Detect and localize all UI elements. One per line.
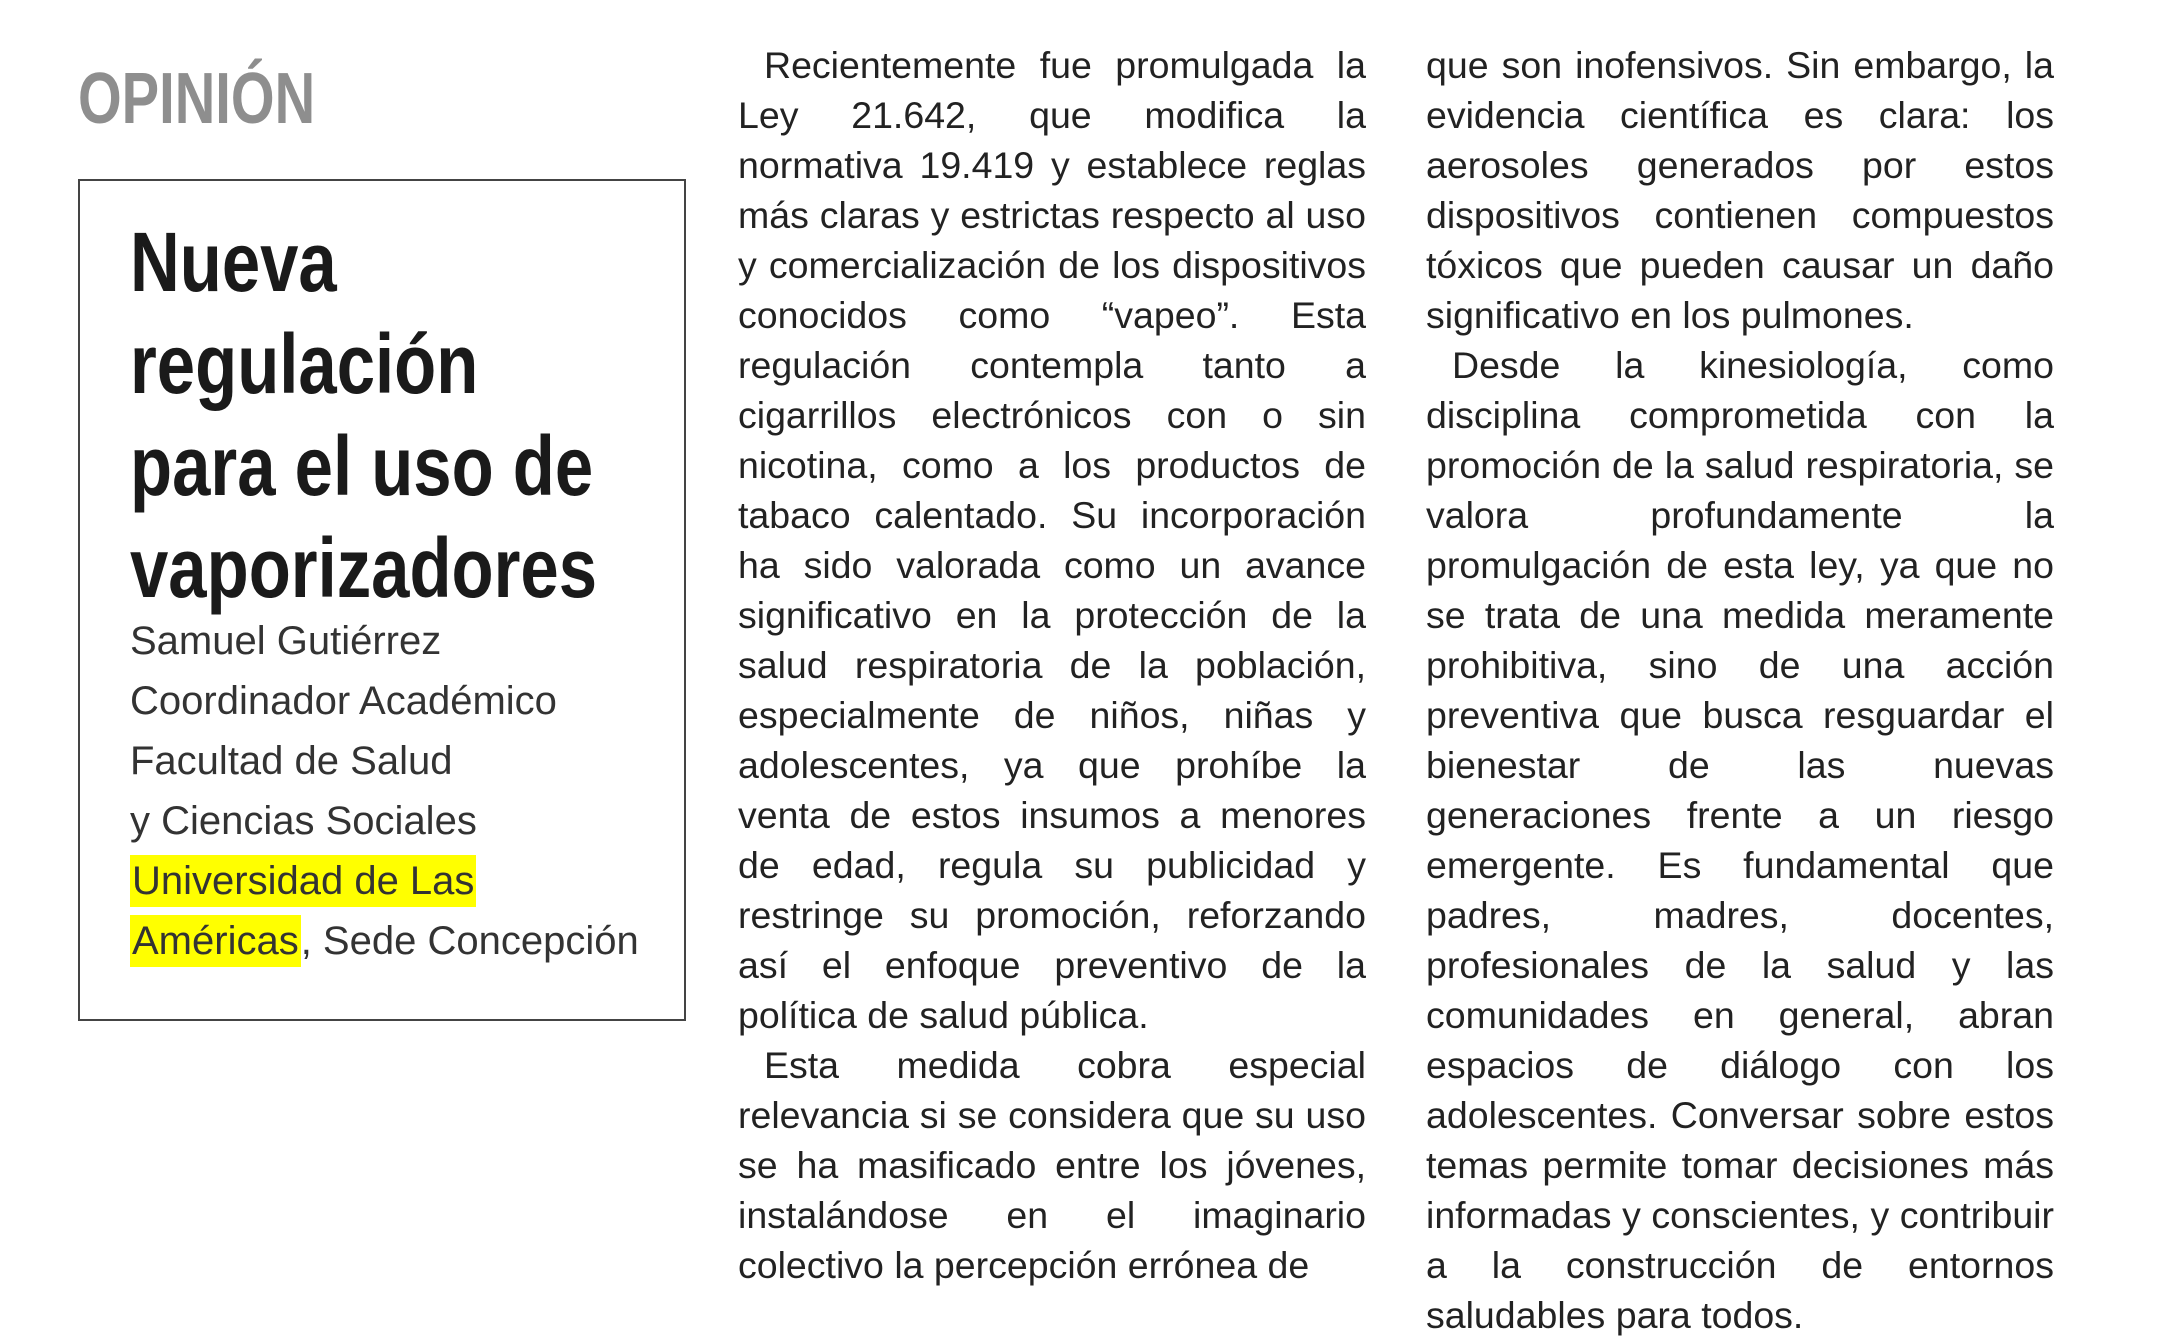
author-name: Samuel Gutiérrez bbox=[130, 619, 442, 663]
article-column-middle bbox=[738, 40, 1366, 1290]
headline-line: Nueva bbox=[130, 215, 337, 309]
headline-line: regulación bbox=[130, 317, 479, 411]
headline-box bbox=[78, 179, 686, 1021]
university-highlight: Universidad de Las bbox=[130, 855, 476, 907]
university-line bbox=[130, 851, 639, 911]
author-role: Coordinador Académico bbox=[130, 679, 557, 723]
section-label: OPINIÓN bbox=[78, 59, 316, 139]
article-paragraph: Recientemente fue promulgada la Ley 21.642, que modifica la normativa 19.419 y establece reglas más claras y estrictas respecto al uso y comercialización de los dispositivos conocidos como “vapeo”. Esta regulación contempla tanto a cigarrillos electrónicos con o sin nicotina, como a los productos de tabaco calentado. Su incorporación ha sido valorada como un avance significativo en la protección de la salud respiratoria de la población, especialmente de niños, niñas y adolescentes, ya que prohíbe la venta de estos insumos a menores de edad, regula su publicidad y restringe su promoción, reforzando así el enfoque preventivo de la política de salud pública. bbox=[738, 44, 1366, 1036]
byline bbox=[130, 611, 639, 971]
campus-name: , Sede Concepción bbox=[300, 919, 639, 963]
article-column-right bbox=[1426, 40, 2054, 1340]
article-paragraph: Desde la kinesiología, como disciplina comprometida con la promoción de la salud respiratoria, se valora profundamente la promulgación de esta ley, ya que no se trata de una medida meramente prohibitiva, sino de una acción preventiva que busca resguardar el bienestar de las nuevas generaciones frente a un riesgo emergente. Es fundamental que padres, madres, docentes, profesionales de la salud y las comunidades en general, abran espacios de diálogo con los adolescentes. Conversar sobre estos temas permite tomar decisiones más informadas y conscientes, y contribuir a la construcción de entornos saludables para todos. bbox=[1426, 344, 2054, 1336]
headline bbox=[130, 211, 597, 619]
author-faculty: Facultad de Salud bbox=[130, 739, 453, 783]
university-highlight-cont: Américas bbox=[130, 915, 301, 967]
author-faculty-cont: y Ciencias Sociales bbox=[130, 799, 477, 843]
headline-line: vaporizadores bbox=[130, 521, 598, 615]
headline-line: para el uso de bbox=[130, 419, 594, 513]
campus-line bbox=[130, 911, 639, 971]
article-paragraph: Esta medida cobra especial relevancia si se considera que su uso se ha masificado entre los jóvenes, instalándose en el imaginario colectivo la percepción errónea de bbox=[738, 1044, 1366, 1286]
article-paragraph: que son inofensivos. Sin embargo, la evidencia científica es clara: los aerosoles generados por estos dispositivos contienen compuestos tóxicos que pueden causar un daño significativo en los pulmones. bbox=[1426, 44, 2054, 336]
